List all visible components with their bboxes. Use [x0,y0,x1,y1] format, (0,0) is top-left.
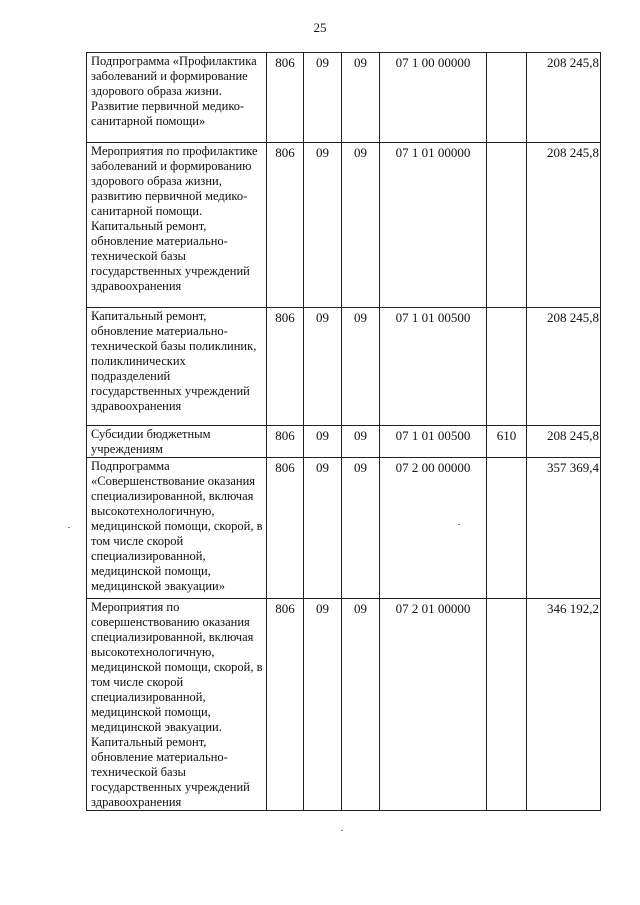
amount-cell: 208 245,8 [527,308,601,426]
table-row [87,458,601,599]
amount-cell: 208 245,8 [527,426,601,458]
subsection-code-cell: 09 [342,143,380,308]
section-code-cell: 09 [304,143,342,308]
target-article-cell: 07 1 01 00500 [380,426,487,458]
expense-type-cell [487,143,527,308]
amount-cell: 208 245,8 [527,53,601,143]
subsection-code-cell: 09 [342,308,380,426]
scan-speck [68,527,70,528]
ministry-code-cell: 806 [267,426,304,458]
scan-speck [458,524,460,525]
section-code-cell: 09 [304,458,342,599]
ministry-code-cell: 806 [267,53,304,143]
ministry-code-cell: 806 [267,458,304,599]
expense-type-cell: 610 [487,426,527,458]
ministry-code-cell: 806 [267,599,304,811]
subsection-code-cell: 09 [342,599,380,811]
table-row [87,143,601,308]
expense-type-cell [487,308,527,426]
ministry-code-cell: 806 [267,308,304,426]
page-number: 25 [313,20,327,35]
item-name-cell: Подпрограмма «Совершенствование оказания специализированной, включая высокотехнологичную, медицинской помощи, скорой, в том числе скорой специализированной, медицинской помощи, медицинской эвакуации» [87,458,267,599]
section-code-cell: 09 [304,426,342,458]
table-row [87,599,601,811]
target-article-cell: 07 1 01 00000 [380,143,487,308]
item-name-cell: Мероприятия по совершенствованию оказания специализированной, включая высокотехнологичную, медицинской помощи, скорой, в том числе скорой специализированной, медицинской помощи, медицинской эвакуации. Капитальный ремонт, обновление материально-технической базы государственных учреждений здравоохранения [87,599,267,811]
scan-speck [341,830,343,831]
table-row [87,426,601,458]
table-row [87,308,601,426]
item-name-cell: Субсидии бюджетным учреждениям [87,426,267,458]
ministry-code-cell: 806 [267,143,304,308]
target-article-cell: 07 2 01 00000 [380,599,487,811]
expense-type-cell [487,458,527,599]
target-article-cell: 07 2 00 00000 [380,458,487,599]
item-name-cell: Капитальный ремонт, обновление материально-технической базы поликлиник, поликлинических подразделений государственных учреждений здравоохранения [87,308,267,426]
expense-type-cell [487,53,527,143]
subsection-code-cell: 09 [342,53,380,143]
item-name-cell: Подпрограмма «Профилактика заболеваний и формирование здорового образа жизни. Развитие первичной медико-санитарной помощи» [87,53,267,143]
section-code-cell: 09 [304,308,342,426]
amount-cell: 346 192,2 [527,599,601,811]
section-code-cell: 09 [304,53,342,143]
table-row [87,53,601,143]
section-code-cell: 09 [304,599,342,811]
item-name-cell: Мероприятия по профилактике заболеваний и формированию здорового образа жизни, развитию первичной медико-санитарной помощи. Капитальный ремонт, обновление материально-технической базы государственных учреждений здравоохранения [87,143,267,308]
expense-type-cell [487,599,527,811]
target-article-cell: 07 1 00 00000 [380,53,487,143]
subsection-code-cell: 09 [342,458,380,599]
budget-table [86,52,601,811]
subsection-code-cell: 09 [342,426,380,458]
target-article-cell: 07 1 01 00500 [380,308,487,426]
amount-cell: 208 245,8 [527,143,601,308]
amount-cell: 357 369,4 [527,458,601,599]
